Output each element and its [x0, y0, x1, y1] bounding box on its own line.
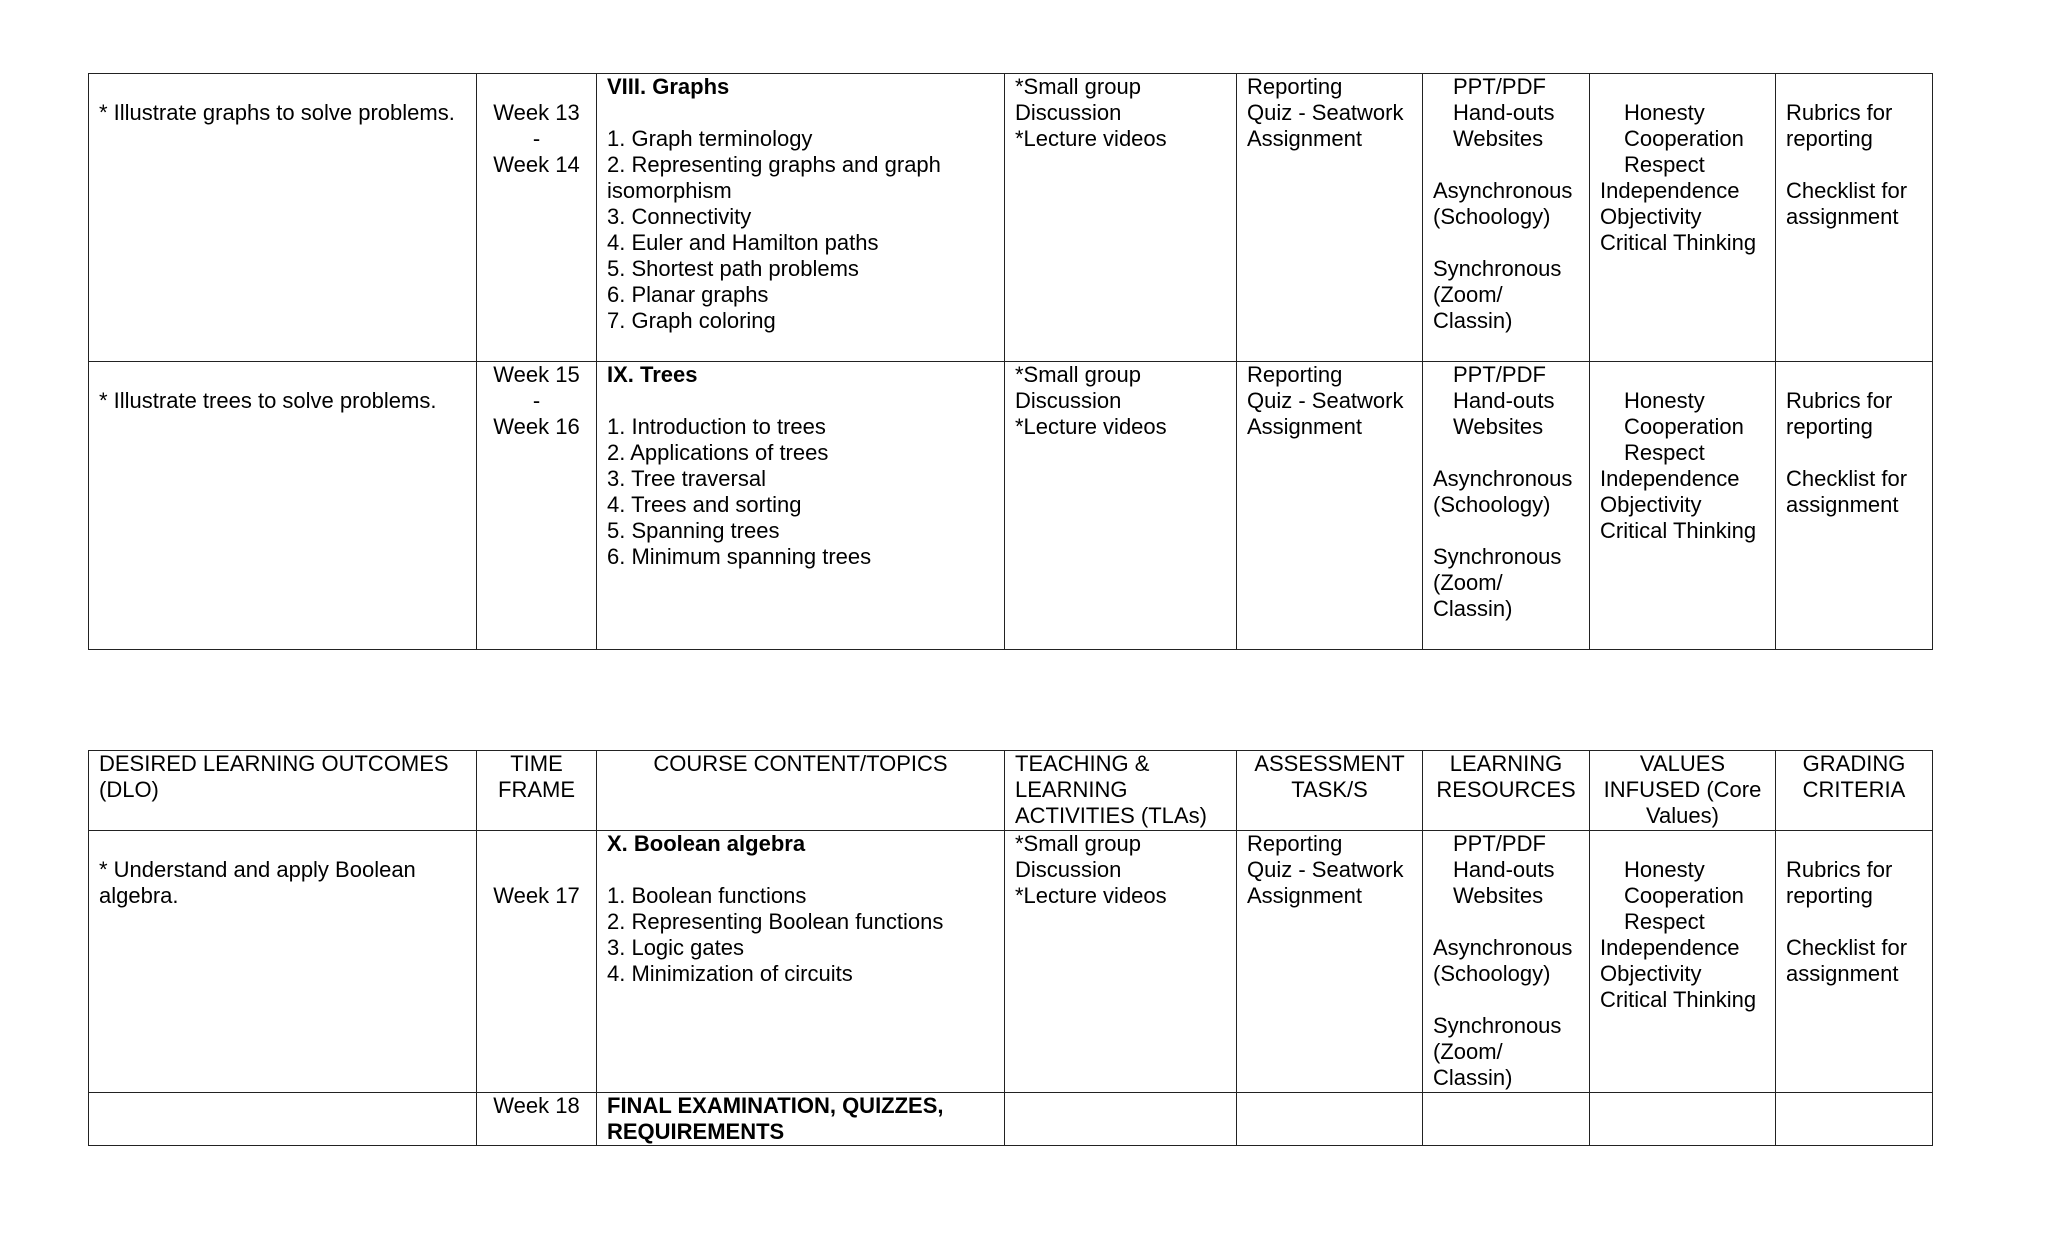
topic-items: 1. Boolean functions 2. Representing Boolean functions 3. Logic gates 4. Minimization of circuits	[607, 883, 944, 986]
values-rest: Independence Objectivity Critical Thinking	[1600, 466, 1757, 543]
resources-async: Asynchronous (Schoology)	[1433, 466, 1573, 517]
dlo-text: * Understand and apply Boolean algebra.	[99, 857, 416, 908]
grading-cell	[1776, 1093, 1933, 1146]
time-frame-text: Week 17	[493, 883, 580, 908]
resources-cell	[1423, 831, 1590, 1093]
values-cell	[1590, 831, 1776, 1093]
course-content-cell	[597, 831, 1005, 1093]
resources-sync: Synchronous (Zoom/ Classin)	[1433, 544, 1562, 621]
header-time-frame: TIME FRAME	[477, 751, 597, 831]
table-row	[89, 74, 1933, 362]
dlo-cell	[89, 74, 477, 362]
time-frame-cell	[477, 1093, 597, 1146]
tla-cell	[1005, 74, 1237, 362]
header-grading: GRADING CRITERIA	[1776, 751, 1933, 831]
grading-cell	[1776, 362, 1933, 650]
values-top: Honesty Cooperation Respect	[1624, 857, 1744, 934]
time-frame-text: Week 18	[493, 1093, 580, 1118]
dlo-text: * Illustrate graphs to solve problems.	[99, 100, 455, 125]
grading-text: Rubrics for reporting Checklist for assignment	[1786, 388, 1908, 517]
tla-cell	[1005, 831, 1237, 1093]
assessment-cell	[1237, 1093, 1423, 1146]
resources-cell	[1423, 362, 1590, 650]
grading-cell	[1776, 831, 1933, 1093]
assessment-cell	[1237, 831, 1423, 1093]
grading-text: Rubrics for reporting Checklist for assignment	[1786, 100, 1908, 229]
values-rest: Independence Objectivity Critical Thinking	[1600, 178, 1757, 255]
grading-text: Rubrics for reporting Checklist for assignment	[1786, 857, 1908, 986]
table-row	[89, 1093, 1933, 1146]
topic-title: VIII. Graphs	[607, 74, 730, 99]
resources-async: Asynchronous (Schoology)	[1433, 178, 1573, 229]
topic-title: IX. Trees	[607, 362, 698, 387]
course-content-cell	[597, 362, 1005, 650]
values-cell	[1590, 1093, 1776, 1146]
values-rest: Independence Objectivity Critical Thinking	[1600, 935, 1757, 1012]
time-frame-cell	[477, 831, 597, 1093]
tla-cell	[1005, 362, 1237, 650]
course-content-cell	[597, 1093, 1005, 1146]
course-content-cell	[597, 74, 1005, 362]
dlo-cell	[89, 831, 477, 1093]
topic-title: FINAL EXAMINATION, QUIZZES, REQUIREMENTS	[607, 1093, 944, 1144]
values-cell	[1590, 362, 1776, 650]
time-frame-text: Week 15 - Week 16	[493, 362, 580, 439]
values-cell	[1590, 74, 1776, 362]
values-top: Honesty Cooperation Respect	[1624, 100, 1744, 177]
header-course-content: COURSE CONTENT/TOPICS	[597, 751, 1005, 831]
resources-sync: Synchronous (Zoom/ Classin)	[1433, 1013, 1562, 1090]
tla-text: *Small group Discussion *Lecture videos	[1015, 831, 1167, 908]
syllabus-table-graphs-trees	[88, 73, 1933, 650]
resources-main: PPT/PDF Hand-outs Websites	[1453, 74, 1555, 151]
tla-text: *Small group Discussion *Lecture videos	[1015, 362, 1167, 439]
syllabus-table-boolean	[88, 750, 1933, 1146]
header-tla: TEACHING & LEARNING ACTIVITIES (TLAs)	[1005, 751, 1237, 831]
tla-text: *Small group Discussion *Lecture videos	[1015, 74, 1167, 151]
tla-cell	[1005, 1093, 1237, 1146]
table-row	[89, 831, 1933, 1093]
grading-cell	[1776, 74, 1933, 362]
resources-cell	[1423, 74, 1590, 362]
header-dlo: DESIRED LEARNING OUTCOMES (DLO)	[89, 751, 477, 831]
header-assessment: ASSESSMENT TASK/S	[1237, 751, 1423, 831]
table-header-row	[89, 751, 1933, 831]
table-row	[89, 362, 1933, 650]
resources-main: PPT/PDF Hand-outs Websites	[1453, 362, 1555, 439]
time-frame-cell	[477, 74, 597, 362]
time-frame-text: Week 13 - Week 14	[493, 100, 580, 177]
topic-items: 1. Graph terminology 2. Representing graphs and graph isomorphism 3. Connectivity 4. Euler and Hamilton paths 5. Shortest path problems 6. Planar graphs 7. Graph coloring	[607, 126, 941, 333]
resources-async: Asynchronous (Schoology)	[1433, 935, 1573, 986]
dlo-text: * Illustrate trees to solve problems.	[99, 388, 437, 413]
assessment-cell	[1237, 74, 1423, 362]
dlo-cell	[89, 362, 477, 650]
topic-items: 1. Introduction to trees 2. Applications of trees 3. Tree traversal 4. Trees and sorting 5. Spanning trees 6. Minimum spanning trees	[607, 414, 872, 569]
time-frame-cell	[477, 362, 597, 650]
assessment-text: Reporting Quiz - Seatwork Assignment	[1247, 74, 1404, 151]
header-resources: LEARNING RESOURCES	[1423, 751, 1590, 831]
topic-title: X. Boolean algebra	[607, 831, 806, 856]
assessment-text: Reporting Quiz - Seatwork Assignment	[1247, 362, 1404, 439]
assessment-cell	[1237, 362, 1423, 650]
header-values: VALUES INFUSED (Core Values)	[1590, 751, 1776, 831]
resources-main: PPT/PDF Hand-outs Websites	[1453, 831, 1555, 908]
dlo-cell	[89, 1093, 477, 1146]
resources-sync: Synchronous (Zoom/ Classin)	[1433, 256, 1562, 333]
values-top: Honesty Cooperation Respect	[1624, 388, 1744, 465]
resources-cell	[1423, 1093, 1590, 1146]
assessment-text: Reporting Quiz - Seatwork Assignment	[1247, 831, 1404, 908]
